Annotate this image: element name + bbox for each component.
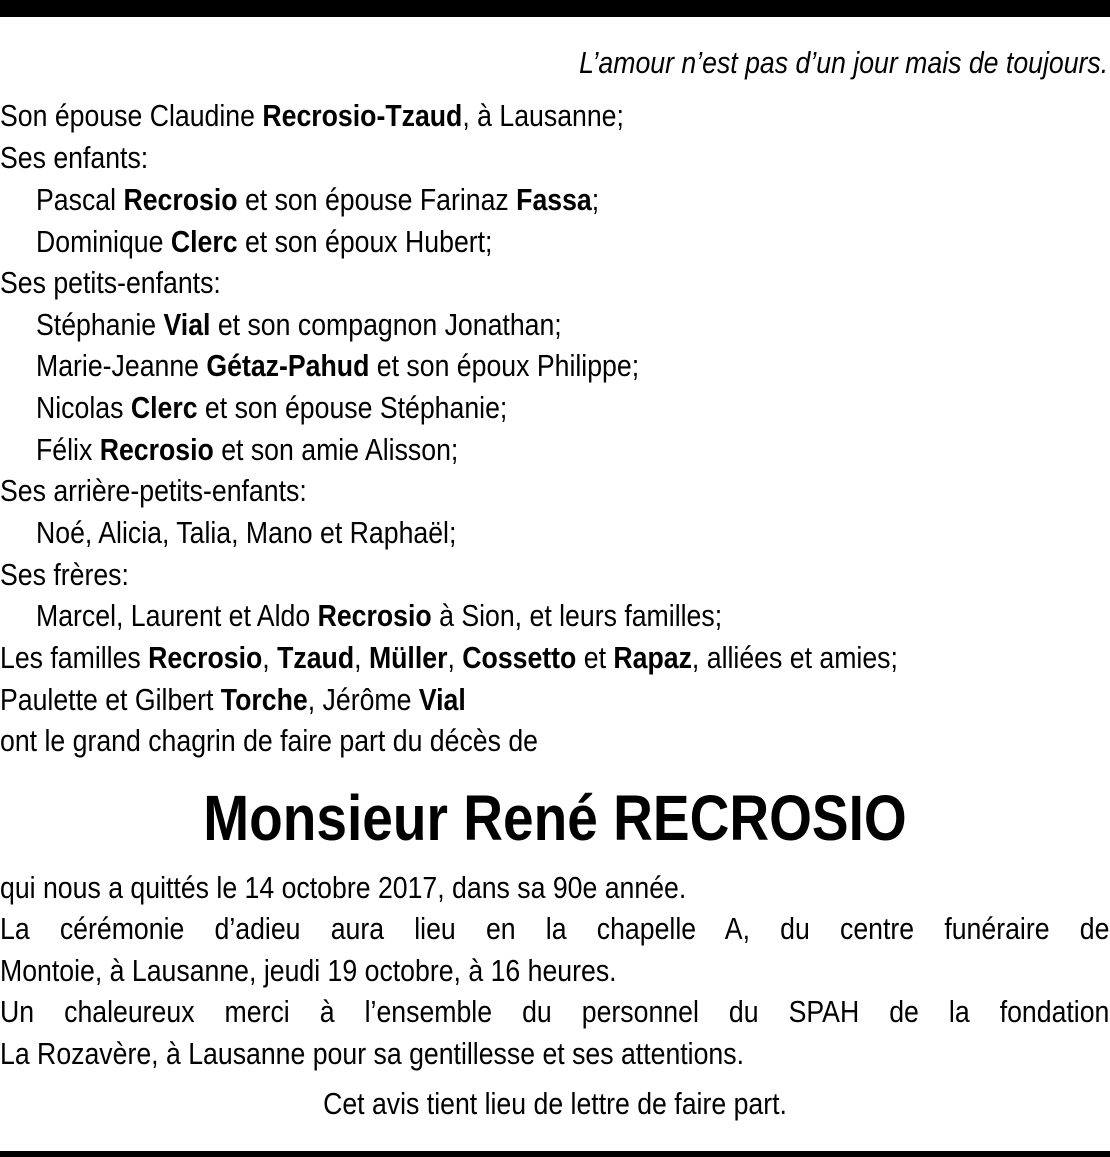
child-line: Pascal Recrosio et son épouse Farinaz Fassa; [36, 182, 600, 217]
announcement-line: ont le grand chagrin de faire part du décès de [0, 723, 539, 758]
spouse-line: Son épouse Claudine Recrosio-Tzaud, à Lausanne; [0, 98, 624, 133]
greatgrandchildren-heading: Ses arrière-petits-enfants: [0, 473, 307, 508]
top-rule [0, 0, 1110, 17]
friends-line: Paulette et Gilbert Torche, Jérôme Vial [0, 682, 466, 717]
grandchild-line: Félix Recrosio et son amie Alisson; [36, 432, 459, 467]
deceased-name: Monsieur René RECROSIO [203, 782, 907, 854]
grandchildren-heading: Ses petits-enfants: [0, 265, 221, 300]
grandchild-line: Nicolas Clerc et son épouse Stéphanie; [36, 390, 508, 425]
grandchild-line: Marie-Jeanne Gétaz-Pahud et son époux Philippe; [36, 348, 640, 383]
motto: L’amour n’est pas d’un jour mais de toujours. [578, 45, 1108, 80]
details-line: qui nous a quittés le 14 octobre 2017, dans sa 90e année. [0, 870, 687, 905]
details-line: La Rozavère, à Lausanne pour sa gentillesse et ses attentions. [0, 1036, 744, 1071]
details-line: Un chaleureux merci à l’ensemble du personnel du SPAH de la fondation [0, 994, 1110, 1029]
details-line: La cérémonie d’adieu aura lieu en la chapelle A, du centre funéraire de [0, 911, 1110, 946]
closing-line: Cet avis tient lieu de lettre de faire part. [323, 1086, 787, 1121]
brothers-heading: Ses frères: [0, 557, 129, 592]
details-line: Montoie, à Lausanne, jeudi 19 octobre, à 16 heures. [0, 953, 617, 988]
bottom-rule [0, 1151, 1110, 1157]
brothers-line: Marcel, Laurent et Aldo Recrosio à Sion, et leurs familles; [36, 598, 723, 633]
children-heading: Ses enfants: [0, 140, 149, 175]
greatgrandchildren-line: Noé, Alicia, Talia, Mano et Raphaël; [36, 515, 457, 550]
child-line: Dominique Clerc et son époux Hubert; [36, 224, 493, 259]
grandchild-line: Stéphanie Vial et son compagnon Jonathan; [36, 307, 562, 342]
families-line: Les familles Recrosio, Tzaud, Müller, Cossetto et Rapaz, alliées et amies; [0, 640, 898, 675]
